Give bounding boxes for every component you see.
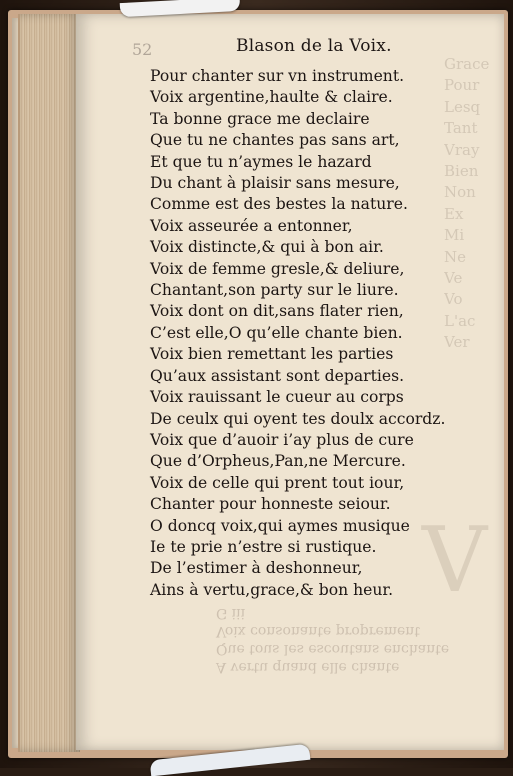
verse-line: Voix dont on dit,sans flater rien, xyxy=(150,302,404,321)
verse-line: Voix asseurée a entonner, xyxy=(150,216,353,235)
verse-line: Et que tu n’aymes le hazard xyxy=(150,152,372,171)
verse-line: Voix de celle qui prent tout iour, xyxy=(150,473,405,492)
verse-line: C’est elle,O qu’elle chante bien. xyxy=(150,323,403,342)
verse-line: Voix argentine,haulte & claire. xyxy=(150,88,393,107)
verse-line: Que d’Orpheus,Pan,ne Mercure. xyxy=(150,452,406,471)
verse-line: O doncq voix,qui aymes musique xyxy=(150,516,410,535)
show-through-word: Vray xyxy=(444,140,480,159)
book-page xyxy=(76,14,504,750)
verse-line: Ta bonne grace me declaire xyxy=(150,109,370,128)
show-through-line: G iii xyxy=(216,605,246,621)
page-edges xyxy=(18,14,80,752)
verse-line: Chanter pour honneste seiour. xyxy=(150,495,391,514)
running-head: Blason de la Voix. xyxy=(236,36,392,56)
verse-line: Voix que d’auoir i’ay plus de cure xyxy=(150,430,414,449)
verse-line: Comme est des bestes la nature. xyxy=(150,195,408,214)
show-through-word: Ver xyxy=(444,333,470,352)
verse-line: Voix distincte,& qui à bon air. xyxy=(150,238,384,257)
show-through-word: Grace xyxy=(444,55,490,73)
show-through-word: Non xyxy=(444,183,476,202)
verse-line: Voix rauissant le cueur au corps xyxy=(150,388,404,407)
verse-line: Du chant à plaisir sans mesure, xyxy=(150,174,400,193)
verse-line: Voix bien remettant les parties xyxy=(150,345,394,364)
verse-block xyxy=(150,66,490,601)
show-through-word: Ne xyxy=(444,247,467,266)
verse-line: Voix de femme gresle,& deliure, xyxy=(150,259,405,278)
show-through-word: Pour xyxy=(444,76,480,95)
verse-line: Pour chanter sur vn instrument. xyxy=(150,67,405,85)
verse-line: Chantant,son party sur le liure. xyxy=(150,281,399,300)
show-through-line: Voix consonante proprement xyxy=(216,623,420,639)
show-through-line: A vertu quand elle chante xyxy=(216,659,400,675)
show-through-line: Que tous les escoutans enchante xyxy=(216,641,450,657)
show-through-word: Ex xyxy=(444,204,464,223)
verse-line: Que tu ne chantes pas sans art, xyxy=(150,131,400,150)
show-through-word: Vo xyxy=(444,290,463,309)
show-through-word: Ve xyxy=(444,269,463,288)
show-through-word: Mi xyxy=(444,226,465,245)
show-through-word: Tant xyxy=(444,119,478,138)
page-number: 52 xyxy=(132,40,153,59)
show-through-word: Lesq xyxy=(444,97,481,116)
verse-line: Ains à vertu,grace,& bon heur. xyxy=(150,580,394,599)
show-through-word: L'ac xyxy=(444,311,476,330)
verse-line: De ceulx qui oyent tes doulx accordz. xyxy=(150,409,446,428)
verse-line: Ie te prie n’estre si rustique. xyxy=(150,537,377,556)
show-through-word: Bien xyxy=(444,162,479,181)
show-through-initial: V xyxy=(422,508,487,613)
verse-line: De l’estimer à deshonneur, xyxy=(150,559,363,578)
verse-line: Qu’aux assistant sont departies. xyxy=(150,366,405,385)
show-through-bottom xyxy=(216,604,476,676)
